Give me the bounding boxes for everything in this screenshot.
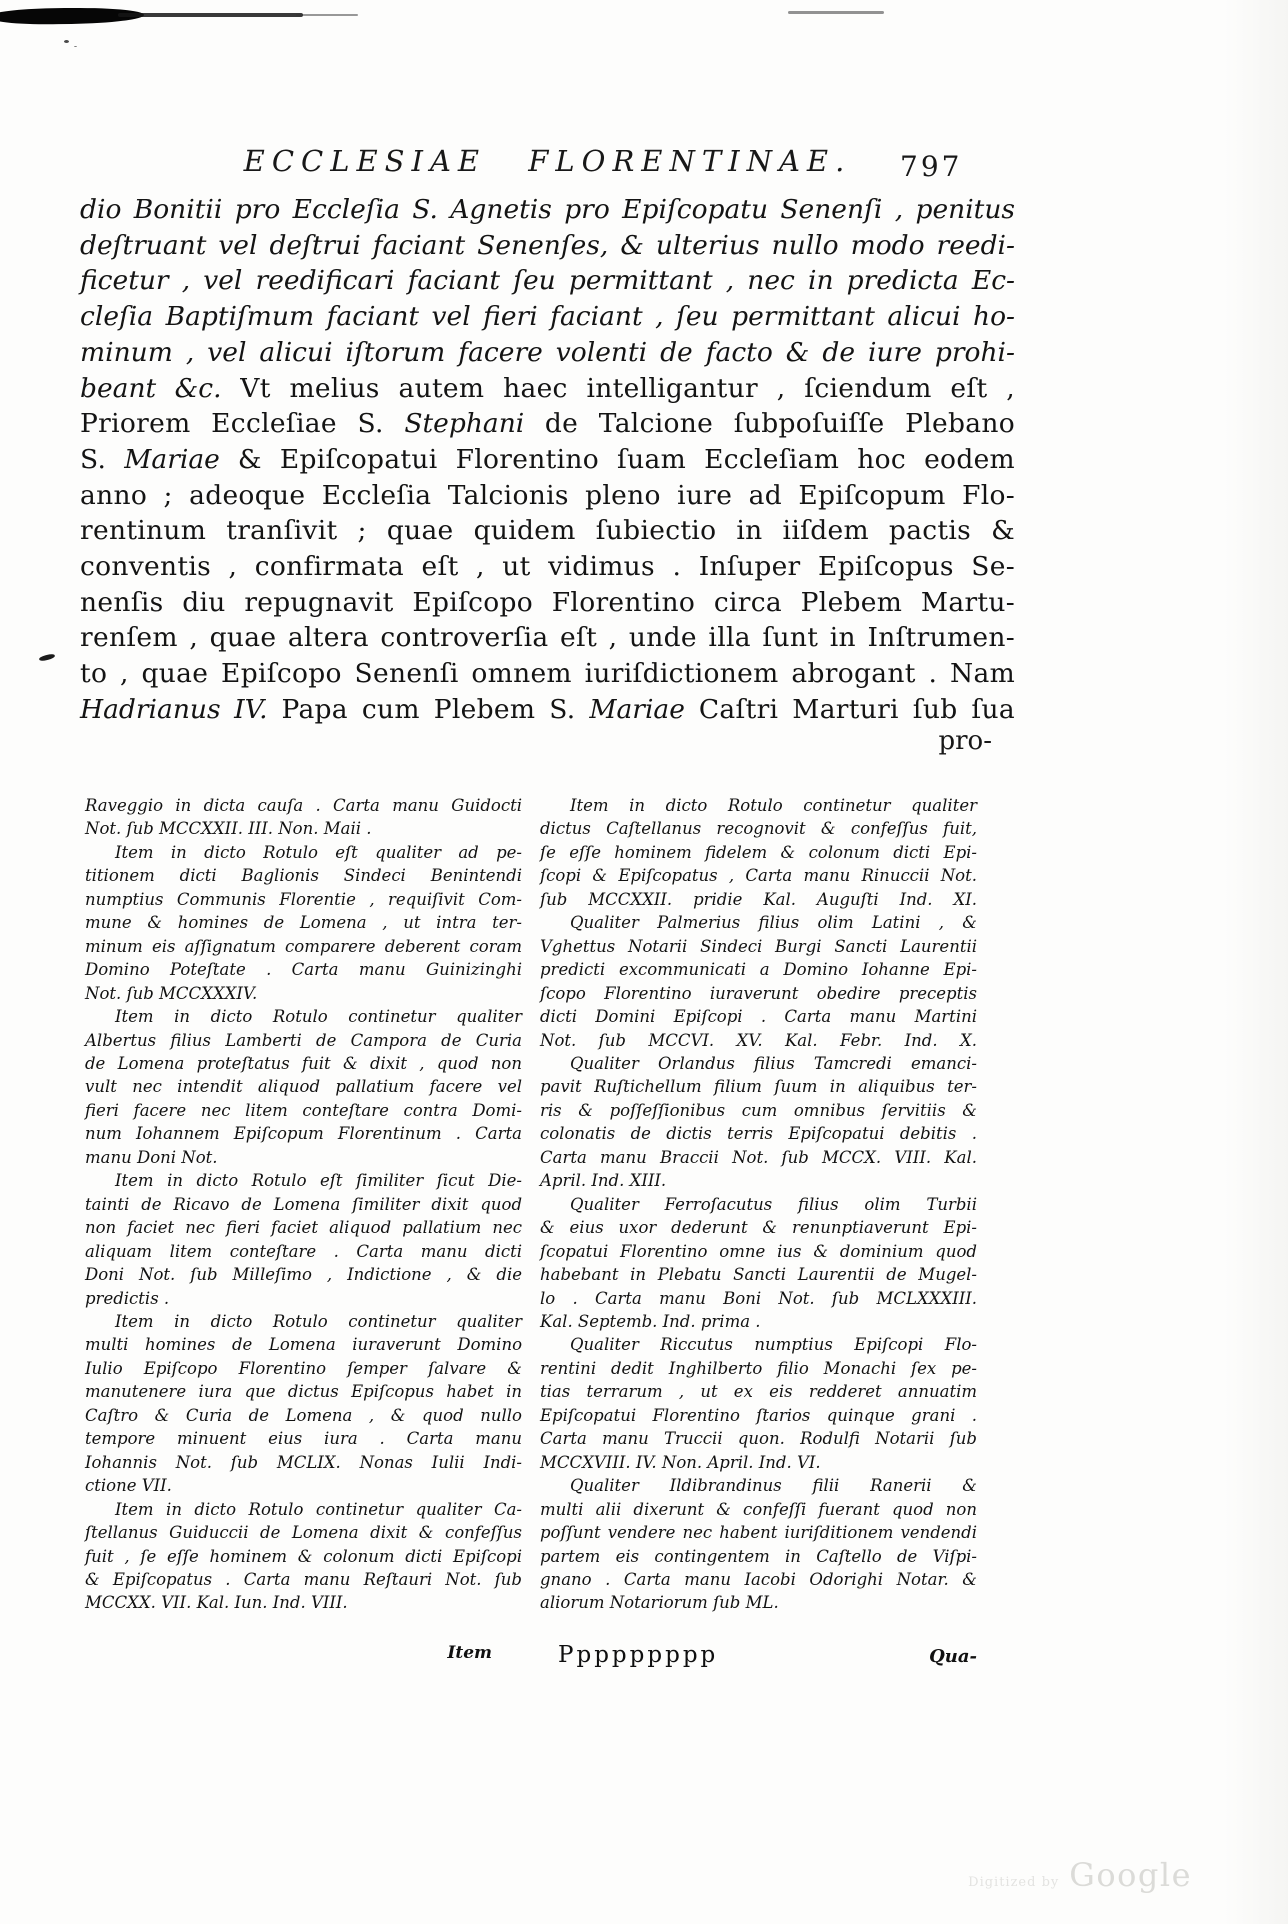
footnote-line: aliorum Notariorum ſub ML.	[540, 1593, 779, 1613]
footnote-line: ſcopo Florentino iuraverunt obedire preceptis	[540, 983, 977, 1003]
footnote-line: Iohannis Not. ſub MCLIX. Nonas Iulii Indi-	[85, 1452, 522, 1472]
footnote-line: manutenere iura que dictus Epiſcopus habet in	[85, 1382, 522, 1402]
ink-smudge-artifact	[296, 14, 358, 16]
footnote-line: Qualiter Palmerius filius olim Latini , &	[570, 913, 977, 933]
footnote-line: Not. ſub MCCXXII. III. Non. Maii .	[85, 819, 372, 839]
page-number: 797	[900, 150, 963, 183]
footnote-line: lo . Carta manu Boni Not. ſub MCLXXXIII.	[540, 1288, 977, 1308]
text-segment: Mariae	[124, 443, 220, 475]
main-text-line	[80, 192, 1015, 228]
text-segment: conventis , confirmata eſt , ut vidimus . Inſuper Epiſcopus Se-	[80, 551, 1015, 583]
ink-speck-artifact	[64, 40, 69, 43]
footnote-line: fuit , ſe eſſe hominem & colonum dicti Epiſcopi	[85, 1546, 522, 1566]
text-segment: Caſtri Marturi ſub ſua	[684, 693, 1015, 725]
text-segment: Priorem Eccleſiae S.	[80, 408, 405, 440]
signature-row	[540, 1642, 977, 1668]
main-text-line	[80, 406, 1015, 442]
text-segment: Vt melius autem haec intelligantur , ſciendum eſt ,	[221, 372, 1015, 404]
main-text-line	[80, 513, 1015, 549]
main-text-line	[80, 442, 1015, 478]
footnote-line: colonatis de dictis terris Epiſcopatui debitis .	[540, 1124, 977, 1144]
footnote-line: titionem dicti Baglionis Sindeci Benintendi	[85, 866, 522, 886]
footnote-line: Doni Not. ſub Milleſimo , Indictione , & die	[85, 1265, 522, 1285]
footnote-line: ſcopatui Florentino omne ius & dominium quod	[540, 1241, 977, 1261]
catchword-right-column: Qua-	[929, 1646, 977, 1667]
footnote-line: Item in dicto Rotulo continetur qualiter	[570, 796, 977, 815]
footnote-line: Caſtro & Curia de Lomena , & quod nullo	[85, 1405, 522, 1425]
footnote-line: Carta manu Truccii quon. Rodulfi Notarii ſub	[540, 1429, 977, 1449]
footnote-line: Carta manu Braccii Not. ſub MCCX. VIII. Kal.	[540, 1147, 977, 1167]
text-segment: anno ; adeoque Eccleſia Talcionis pleno iure ad Epiſcopum Flo-	[80, 479, 1015, 511]
footnote-line: & eius uxor dederunt & renunptiaverunt Epi-	[540, 1218, 977, 1238]
footnote-line: ſub MCCXXII. pridie Kal. Auguſti Ind. XI.	[540, 889, 977, 909]
main-text-line	[80, 335, 1015, 371]
footnote-line: pavit Ruſtichellum filium ſuum in aliquibus ter-	[540, 1077, 977, 1097]
footnote-line: MCCXVIII. IV. Non. April. Ind. VI.	[540, 1452, 821, 1472]
footnote-line: num Iohannem Epiſcopum Florentinum . Carta	[85, 1124, 522, 1144]
footnote-line: mune & homines de Lomena , ut intra ter-	[85, 913, 522, 933]
text-segment: beant &c.	[80, 372, 222, 404]
ink-smudge-artifact	[118, 13, 303, 17]
text-segment: cleſia Baptiſmum faciant vel fieri faciant , ſeu permittant alicui ho-	[80, 301, 1015, 333]
footnote-line: numptius Communis Florentie , requiſivit Com-	[85, 889, 522, 909]
footnote-line: Raveggio in dicta cauſa . Carta manu Guidocti	[85, 796, 522, 815]
footnote-line: Item in dicto Rotulo continetur qualiter	[115, 1311, 522, 1331]
main-text-line	[80, 299, 1015, 335]
main-text-line	[80, 549, 1015, 585]
signature-mark: Ppppppppp	[558, 1642, 719, 1668]
footnote-line: aliquam litem conteſtare . Carta manu dicti	[85, 1241, 522, 1261]
footnote-line: dicti Domini Epiſcopi . Carta manu Martini	[540, 1007, 977, 1027]
main-text-line	[80, 656, 1015, 692]
main-text-line	[80, 263, 1015, 299]
footnote-line: Epiſcopatui Florentino ſtarios quinque grani .	[540, 1405, 977, 1425]
margin-mark-artifact	[39, 653, 56, 662]
footnote-line: tainti de Ricavo de Lomena ſimiliter dixit quod	[85, 1194, 522, 1214]
text-segment: renſem , quae altera controverſia eſt , unde illa ſunt in Inſtrumen-	[80, 622, 1015, 654]
text-segment: deſtruant vel deſtrui faciant Senenſes, & ulterius nullo modo reedi-	[80, 229, 1015, 261]
footnote-line: ris & poſſeſſionibus cum omnibus ſervitiis &	[540, 1100, 977, 1120]
footnote-line: Qualiter Ildibrandinus filii Ranerii &	[570, 1476, 977, 1496]
footnote-line: poſſunt vendere nec habent iuriſditionem vendendi	[540, 1523, 977, 1543]
footnote-line: minum eis aſſignatum comparere deberent coram	[85, 936, 522, 956]
catchword-main: pro-	[938, 726, 992, 756]
footnote-line: fieri facere nec litem conteſtare contra Domi-	[85, 1100, 522, 1120]
footnote-line: Not. ſub MCCVI. XV. Kal. Febr. Ind. X.	[540, 1030, 977, 1050]
footnote-line: ſcopi & Epiſcopatus , Carta manu Rinuccii Not.	[540, 866, 977, 886]
google-logo: Google	[1069, 1856, 1192, 1894]
main-text-line	[80, 692, 1015, 728]
ink-smudge-artifact	[788, 11, 884, 14]
text-segment: Mariae	[589, 693, 685, 725]
footnote-line: MCCXX. VII. Kal. Iun. Ind. VIII.	[85, 1593, 348, 1613]
footnote-line: ſe eſſe hominem fidelem & colonum dicti Epi-	[540, 842, 977, 862]
footnote-line: ſtellanus Guiduccii de Lomena dixit & confeſſus	[85, 1523, 522, 1543]
text-segment: minum , vel alicui iſtorum facere volenti de facto & de iure prohi-	[80, 336, 1015, 368]
footnote-line: Item in dicto Rotulo continetur qualiter Ca-	[115, 1499, 522, 1519]
footnote-line: Qualiter Ferroſacutus filius olim Turbii	[570, 1194, 977, 1214]
footnote-line: vult nec intendit aliquod pallatium facere vel	[85, 1077, 522, 1097]
footnote-line: Domino Poteſtate . Carta manu Guinizinghi	[85, 960, 522, 980]
footnote-line: ctione VII.	[85, 1476, 172, 1496]
footnote-line: partem eis contingentem in Caſtello de Viſpi-	[540, 1546, 977, 1566]
main-text-line	[80, 585, 1015, 621]
main-text-line	[80, 478, 1015, 514]
digitized-by-label: Digitized by	[968, 1875, 1060, 1890]
running-title: ECCLESIAE FLORENTINAE.	[243, 144, 852, 178]
footnote-line: multi homines de Lomena iuraverunt Domino	[85, 1335, 522, 1355]
footnote-line: Item in dicto Rotulo continetur qualiter	[115, 1007, 522, 1027]
text-segment: Papa cum Plebem S.	[267, 693, 590, 725]
footnote-line: dictus Caſtellanus recognovit & confeſſus fuit,	[540, 819, 977, 839]
footnote-line: predictis .	[85, 1288, 170, 1308]
text-segment: Hadrianus IV.	[80, 693, 268, 725]
main-text-line	[80, 228, 1015, 264]
footnote-line: Qualiter Orlandus filius Tamcredi emanci-	[570, 1053, 977, 1073]
footnote-line: April. Ind. XIII.	[540, 1171, 667, 1191]
text-segment: to , quae Epiſcopo Senenſi omnem iuriſdictionem abrogant . Nam	[80, 658, 1015, 690]
footnote-line: Kal. Septemb. Ind. prima .	[540, 1311, 761, 1331]
footnote-line: non faciet nec fieri faciet aliquod pallatium nec	[85, 1218, 522, 1238]
footnote-column-left	[85, 794, 522, 1615]
text-segment: de Talcione ſubpoſuiſſe Plebano	[524, 408, 1015, 440]
footnote-line: manu Doni Not.	[85, 1147, 218, 1167]
text-segment: Stephani	[404, 408, 525, 440]
text-segment: & Epiſcopatui Florentino ſuam Eccleſiam hoc eodem	[219, 443, 1015, 475]
footnote-line: Iulio Epiſcopo Florentino ſemper ſalvare &	[85, 1358, 522, 1378]
footnote-line: rentini dedit Inghilberto filio Monachi ſex pe-	[540, 1358, 977, 1378]
footnote-line: Vghettus Notarii Sindeci Burgi Sancti Laurentii	[540, 936, 977, 956]
footnote-line: Item in dicto Rotulo eſt qualiter ad pe-	[115, 842, 522, 862]
text-segment: ficetur , vel reedificari faciant ſeu permittant , nec in predicta Ec-	[80, 265, 1015, 297]
main-text-block	[80, 192, 1015, 728]
text-segment: nenſis diu repugnavit Epiſcopo Florentino circa Plebem Martu-	[80, 586, 1015, 618]
page-header	[80, 144, 1015, 188]
main-text-line	[80, 371, 1015, 407]
text-segment: dio Bonitii pro Eccleſia S. Agnetis pro Epiſcopatu Senenſi , penitus	[80, 194, 1015, 225]
footnote-line: de Lomena proteſtatus fuit & dixit , quod non	[85, 1053, 522, 1073]
footnote-column-right	[540, 794, 977, 1615]
footnote-line: gnano . Carta manu Iacobi Odorighi Notar. &	[540, 1569, 977, 1589]
footnote-line: Albertus filius Lamberti de Campora de Curia	[85, 1030, 522, 1050]
footnote-line: multi alii dixerunt & confeſſi fuerant quod non	[540, 1499, 977, 1519]
text-segment: S.	[80, 443, 125, 475]
google-watermark	[968, 1856, 1192, 1894]
footnote-line: Not. ſub MCCXXXIV.	[85, 983, 258, 1003]
footnote-line: Item in dicto Rotulo eſt ſimiliter ſicut Die-	[115, 1171, 522, 1191]
footnote-line: & Epiſcopatus . Carta manu Reſtauri Not. ſub	[85, 1569, 522, 1589]
footnote-line: habebant in Plebatu Sancti Laurentii de Mugel-	[540, 1265, 977, 1285]
footnote-line: tias terrarum , ut ex eis redderet annuatim	[540, 1382, 977, 1402]
footnote-line: Qualiter Riccutus numptius Epiſcopi Flo-	[570, 1335, 977, 1355]
catchword-left-column: Item	[447, 1643, 492, 1663]
footnote-line: tempore minuent eius iura . Carta manu	[85, 1429, 522, 1449]
text-segment: rentinum tranſivit ; quae quidem ſubiectio in iiſdem pactis &	[80, 515, 1015, 547]
footnote-line: predicti excommunicati a Domino Iohanne Epi-	[540, 960, 977, 980]
main-text-line	[80, 620, 1015, 656]
